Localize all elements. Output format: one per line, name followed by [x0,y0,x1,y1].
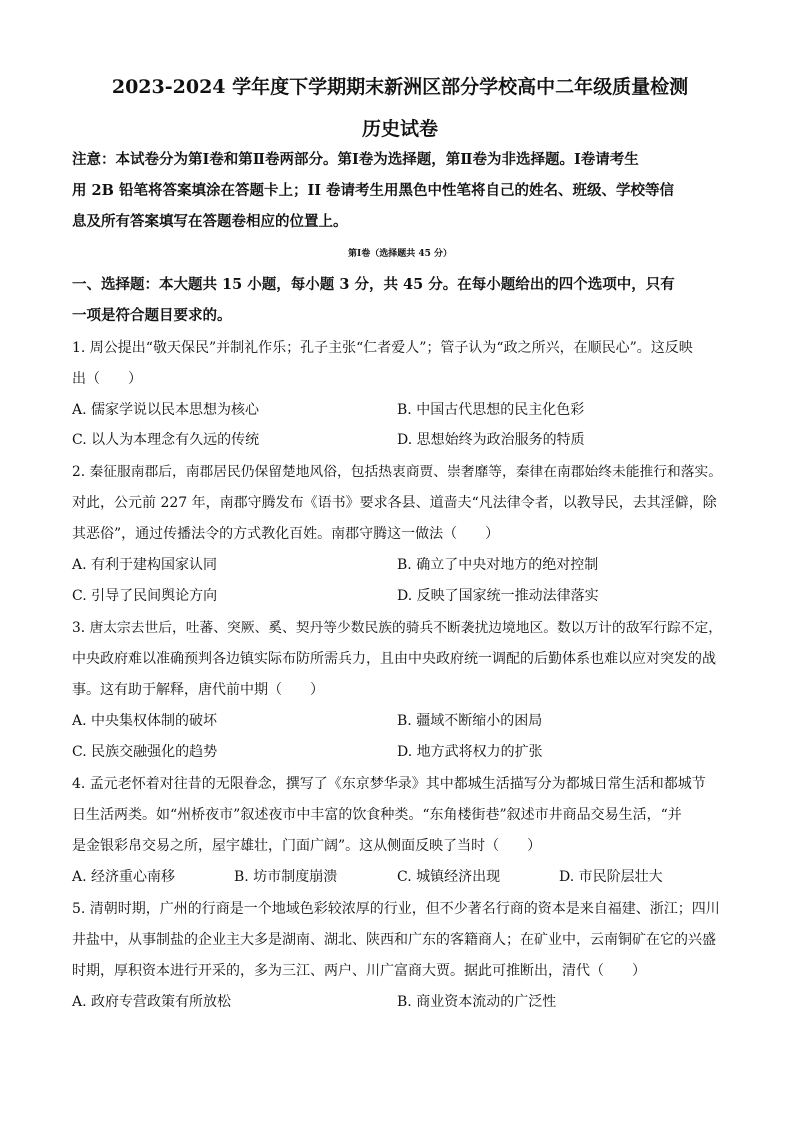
q2-stem-2: 对此，公元前 227 年，南郡守腾发布《语书》要求各县、道啬夫“凡法律令者，以教导民，去其淫僻，除 [72,495,717,511]
q4-stem-3: 是金银彩帛交易之所，屋宇雄壮，门面广阔”。这从侧面反映了当时（ ） [72,838,542,854]
section-instructions-1: 一、选择题：本大题共 15 小题，每小题 3 分，共 45 分。在每小题给出的四个选项中，只有 [72,276,675,293]
exam-title: 2023-2024 学年度下学期期末新洲区部分学校高中二年级质量检测 [111,76,689,98]
q5-stem-1: 5. 清朝时期，广州的行商是一个地域色彩较浓厚的行业，但不少著名行商的资本是来自福建、浙江；四川 [72,901,720,917]
exam-subject: 历史试卷 [361,118,438,140]
q5-stem-2: 井盐中，从事制盐的企业主大多是湖南、湖北、陕西和广东的客籍商人；在矿业中，云南铜矿在它的兴盛 [72,932,716,948]
q1-option-c: C. 以人为本理念有久远的传统 [72,432,260,448]
q2-stem-3: 其恶俗”，通过传播法令的方式教化百姓。南郡守腾这一做法（ ） [72,526,500,542]
q3-stem-3: 事。这有助于解释，唐代前中期（ ） [72,682,324,698]
q1-stem-1: 1. 周公提出“敬天保民”并制礼作乐；孔子主张“仁者爱人”；管子认为“政之所兴，在顺民心”。这反映 [72,340,693,356]
q1-stem-2: 出（ ） [72,371,142,387]
q3-option-a: A. 中央集权体制的破坏 [72,713,218,729]
q5-option-a: A. 政府专营政策有所放松 [72,994,232,1010]
q4-stem-2: 日生活两类。如“州桥夜市”叙述夜市中丰富的饮食种类。“东角楼街巷”叙述市井商品交易生活，“并 [72,807,682,823]
section-instructions-2: 一项是符合题目要求的。 [72,307,232,324]
q4-option-d: D. 市民阶层壮大 [559,869,663,885]
q1-option-b: B. 中国古代思想的民主化色彩 [397,402,585,418]
q2-option-d: D. 反映了国家统一推动法律落实 [397,588,599,604]
q3-stem-1: 3. 唐太宗去世后，吐蕃、突厥、奚、契丹等少数民族的骑兵不断袭扰边境地区。数以万计的敌军行踪不定， [72,620,722,636]
q1-option-d: D. 思想始终为政治服务的特质 [397,432,585,448]
notice-line-3: 息及所有答案填写在答题卷相应的位置上。 [72,213,348,230]
q4-stem-1: 4. 孟元老怀着对往昔的无限眷念，撰写了《东京梦华录》其中都城生活描写分为都城日常生活和都城节 [72,776,706,792]
q4-option-c: C. 城镇经济出现 [397,869,501,885]
section-heading: 第Ⅰ卷（选择题共 45 分） [347,249,452,259]
q3-option-b: B. 疆域不断缩小的困局 [397,713,543,729]
q2-option-a: A. 有利于建构国家认同 [72,557,218,573]
q3-option-d: D. 地方武将权力的扩张 [397,744,543,760]
notice-line-1: 注意：本试卷分为第Ⅰ卷和第Ⅱ卷两部分。第Ⅰ卷为选择题，第Ⅱ卷为非选择题。Ⅰ卷请考生 [72,151,639,168]
q4-option-a: A. 经济重心南移 [72,869,176,885]
q2-option-c: C. 引导了民间舆论方向 [72,588,218,604]
q3-option-c: C. 民族交融强化的趋势 [72,744,218,760]
q5-option-b: B. 商业资本流动的广泛性 [397,994,557,1010]
q3-stem-2: 中央政府难以准确预判各边镇实际布防所需兵力，且由中央政府统一调配的后勤体系也难以应对突发的战 [72,651,716,667]
q2-option-b: B. 确立了中央对地方的绝对控制 [397,557,599,573]
q1-option-a: A. 儒家学说以民本思想为核心 [72,402,260,418]
q4-option-b: B. 坊市制度崩溃 [234,869,338,885]
q2-stem-1: 2. 秦征服南郡后，南郡居民仍保留楚地风俗，包括热衷商贾、崇奢靡等，秦律在南郡始终未能推行和落实。 [72,464,722,480]
notice-line-2: 用 2B 铅笔将答案填涂在答题卡上；II 卷请考生用黑色中性笔将自己的姓名、班级、学校等信 [72,182,675,199]
q5-stem-3: 时期，厚积资本进行开采的，多为三江、两户、川广富商大贾。据此可推断出，清代（ ） [72,963,646,979]
